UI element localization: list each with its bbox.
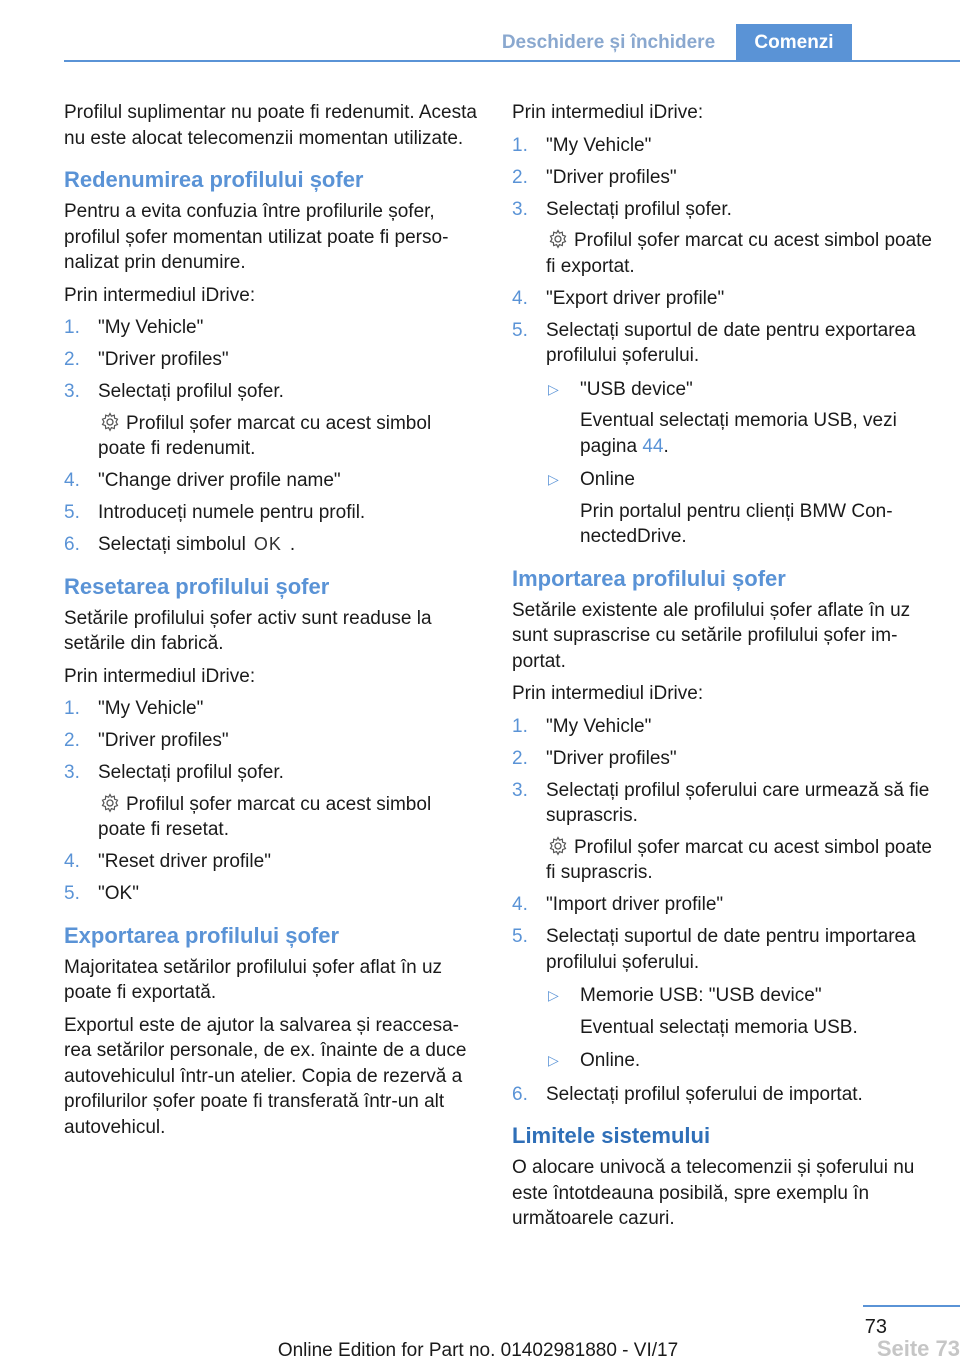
- step-number: 6.: [512, 1083, 528, 1105]
- step-text: "Driver profiles": [546, 166, 677, 188]
- step-text: Selectați profilul șoferului care urmează să fie suprascris.: [546, 779, 930, 826]
- limits-heading: Limitele sistemului: [512, 1123, 711, 1148]
- list-item: [512, 165, 932, 191]
- list-item: [512, 318, 932, 550]
- list-item: [512, 133, 932, 159]
- step-note: Profilul șofer marcat cu acest simbol poate fi exportat.: [546, 230, 932, 277]
- list-item: [512, 197, 932, 280]
- step-number: 3.: [64, 381, 80, 402]
- export-text-1: Majoritatea setărilor profilului șofer aflat în uz poate fi exportată.: [64, 956, 443, 1003]
- list-item: [64, 696, 478, 722]
- step-number: 2.: [64, 730, 80, 751]
- step-text: "My Vehicle": [98, 698, 204, 719]
- step-number: 2.: [512, 166, 528, 188]
- step-number: 6.: [64, 534, 80, 555]
- list-item: 6. Selectați simbolul OK .: [64, 532, 478, 558]
- step-text: "My Vehicle": [98, 317, 204, 338]
- step-number: 4.: [512, 287, 528, 309]
- rename-via: Prin intermediul iDrive:: [64, 284, 256, 306]
- footer-rule: [863, 1305, 960, 1307]
- step-note: Profilul șofer marcat cu acest simbol poate fi redenumit.: [98, 412, 432, 459]
- step-number: 5.: [64, 883, 80, 904]
- list-item: [512, 892, 932, 918]
- step-text: "Reset driver profile": [98, 851, 271, 872]
- list-item: [512, 924, 932, 1074]
- step-text: Selectați simbolul: [98, 534, 246, 555]
- step-number: 4.: [512, 894, 528, 915]
- list-item: [512, 746, 932, 772]
- step-text: "Import driver profile": [546, 894, 724, 915]
- import-media-options: [546, 983, 932, 1074]
- rename-text: Pentru a evita confuzia între profilurile șofer, profilul șofer momentan utilizat poate fi personalizat prin denumire.: [64, 201, 449, 273]
- export-heading: Exportarea profilului șofer: [64, 922, 340, 948]
- limits-text: O alocare univocă a telecomenzii și șoferului nu este întotdeauna posibilă, spre exemplu în următoarele cazuri.: [512, 1157, 915, 1229]
- intro-paragraph: Profilul suplimentar nu poate fi redenumit. Acesta nu este alocat telecomenzii momentan utilizate.: [64, 102, 477, 149]
- step-text: Selectați suportul de date pentru exportarea profilului șoferului.: [546, 319, 916, 366]
- rename-steps: [64, 315, 478, 558]
- step-number: 1.: [512, 715, 528, 737]
- step-text: "Driver profiles": [546, 747, 677, 769]
- step-number: 1.: [512, 134, 528, 156]
- step-number: 1.: [64, 317, 80, 338]
- gear-icon: [548, 836, 568, 856]
- import-via: Prin intermediul iDrive:: [512, 683, 704, 704]
- step-number: 1.: [64, 698, 80, 719]
- list-item: ▷ Online Prin portalul pentru clienți BMW ConnectedDrive.: [548, 469, 893, 547]
- step-number: 4.: [64, 851, 80, 872]
- step-text: "My Vehicle": [546, 134, 652, 156]
- import-heading: Importarea profilului șofer: [512, 565, 786, 591]
- step-number: 5.: [64, 502, 80, 523]
- step-text: "Driver profiles": [98, 730, 229, 751]
- chapter-tab[interactable]: Comenzi: [736, 24, 852, 62]
- ok-symbol-icon: OK: [253, 534, 282, 554]
- step-note: Profilul șofer marcat cu acest simbol poate fi suprascris.: [546, 836, 932, 883]
- step-text: "Export driver profile": [546, 287, 725, 309]
- export-text-2: Exportul este de ajutor la salvarea și reaccesarea setărilor personale, de ex. înainte de a duce autovehiculul într-un atelier. Copia de rezervă a profilurilor șofer poate fi transferată într-un alt autovehicul.: [64, 1014, 467, 1138]
- reset-text: Setările profilului șofer activ sunt readuse la setările din fabrică.: [64, 607, 432, 654]
- list-item: ▷ Online.: [546, 1048, 932, 1074]
- reset-steps: [64, 696, 478, 907]
- list-item: [64, 881, 478, 907]
- list-item: ▷ Memorie USB: "USB device" Eventual selectați memoria USB.: [548, 985, 858, 1038]
- page-reference-link[interactable]: 44: [642, 435, 664, 457]
- edition-footer: Online Edition for Part no. 01402981880 - VI/17: [277, 1340, 679, 1361]
- step-text: "Change driver profile name": [98, 470, 341, 491]
- step-text: Selectați profilul șoferului de importat.: [546, 1083, 863, 1105]
- page-header: [0, 0, 960, 62]
- list-item: ▷ "USB device" Eventual selectați memoria USB, vezi pagina 44.: [548, 378, 897, 457]
- step-number: 5.: [512, 926, 528, 947]
- list-item: [64, 728, 478, 754]
- list-item: [64, 760, 478, 843]
- rename-heading: Redenumirea profilului șofer: [64, 167, 364, 192]
- step-number: 4.: [64, 470, 80, 491]
- list-item: [64, 379, 478, 462]
- header-rule: [64, 60, 960, 62]
- right-column: [512, 100, 932, 1239]
- step-number: 5.: [512, 319, 528, 341]
- step-text: Selectați profilul șofer.: [546, 198, 732, 220]
- step-number: 2.: [64, 349, 80, 370]
- gear-icon: [100, 793, 120, 813]
- list-item: [512, 778, 932, 886]
- page-number: 73: [864, 1316, 887, 1338]
- list-item: [512, 714, 932, 740]
- import-steps: [512, 714, 932, 1108]
- list-item: [512, 1082, 932, 1108]
- export-via: Prin intermediul iDrive:: [512, 102, 704, 123]
- triangle-bullet-icon: ▷: [548, 1052, 559, 1068]
- gear-icon: [100, 412, 120, 432]
- step-text: Selectați suportul de date pentru importarea profilului șoferului.: [546, 926, 916, 973]
- watermark: Seite 73: [876, 1336, 960, 1361]
- step-number: 2.: [512, 747, 528, 769]
- step-text: Selectați profilul șofer.: [98, 381, 284, 402]
- step-text: "My Vehicle": [546, 715, 652, 737]
- reset-heading: Resetarea profilului șofer: [64, 573, 330, 599]
- step-text: "Driver profiles": [98, 349, 229, 370]
- list-item: [64, 849, 478, 875]
- step-text: Selectați profilul șofer.: [98, 762, 284, 783]
- gear-icon: [548, 229, 568, 249]
- import-text: Setările existente ale profilului șofer aflate în uz sunt suprascrise cu setările profilului șofer importat.: [512, 599, 911, 672]
- step-note: Profilul șofer marcat cu acest simbol poate fi resetat.: [98, 793, 432, 840]
- step-text: "OK": [98, 883, 139, 904]
- export-media-options: [546, 377, 932, 550]
- step-text: Introduceți numele pentru profil.: [98, 502, 366, 523]
- list-item: [64, 315, 478, 341]
- list-item: [512, 286, 932, 312]
- triangle-bullet-icon: ▷: [548, 987, 559, 1003]
- section-tab[interactable]: Deschidere și închidere: [501, 32, 716, 53]
- left-column: [64, 100, 478, 1147]
- reset-via: Prin intermediul iDrive:: [64, 665, 256, 687]
- step-number: 3.: [512, 198, 528, 220]
- step-number: 3.: [64, 762, 80, 783]
- triangle-bullet-icon: ▷: [548, 471, 559, 487]
- triangle-bullet-icon: ▷: [548, 380, 559, 397]
- list-item: [64, 468, 478, 494]
- export-steps: [512, 133, 932, 550]
- list-item: [64, 500, 478, 526]
- step-number: 3.: [512, 779, 528, 801]
- list-item: [64, 347, 478, 373]
